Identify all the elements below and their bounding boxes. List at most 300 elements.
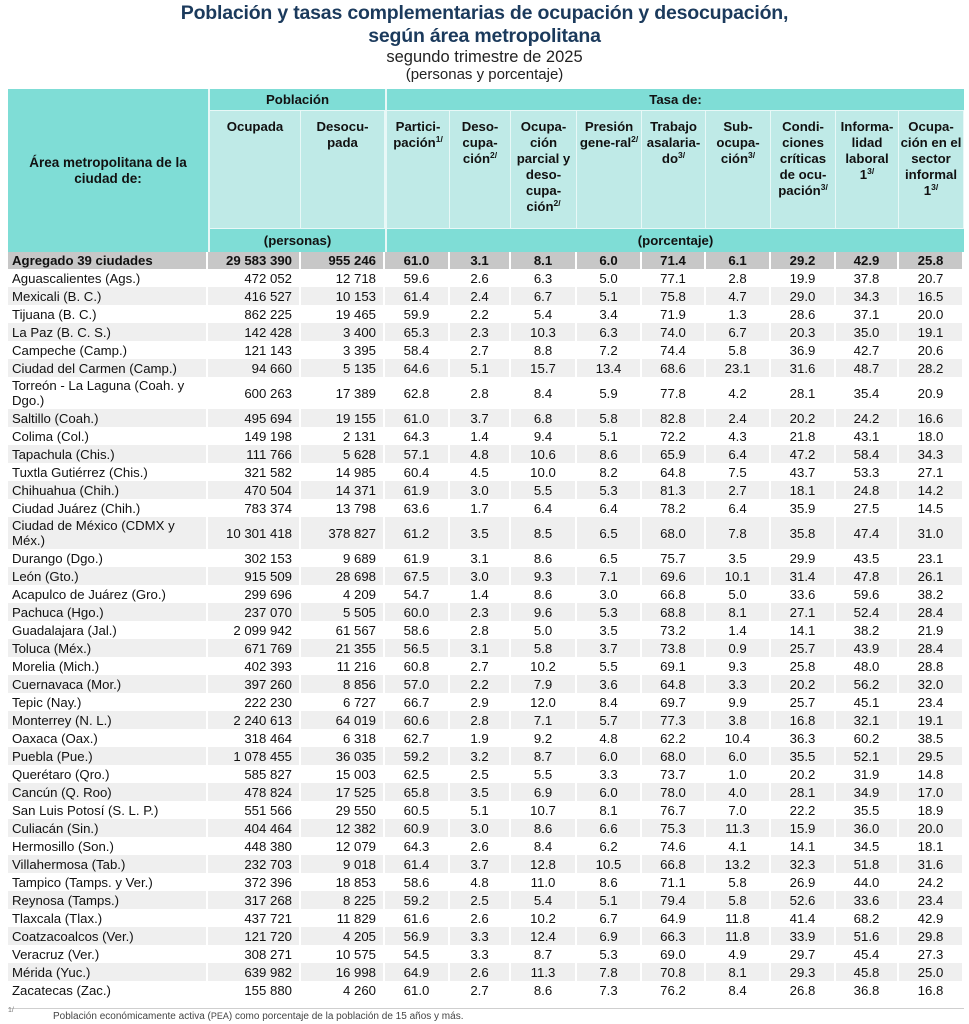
- footnote-ref: 2/: [490, 150, 498, 160]
- population-cell: 470 504: [208, 481, 301, 499]
- table-row: [8, 855, 964, 873]
- rate-cell: 3.3: [450, 927, 511, 945]
- area-name: Acapulco de Juárez (Gro.): [8, 585, 208, 603]
- rate-cell: 7.5: [706, 463, 771, 481]
- rate-cell: 18.9: [899, 801, 964, 819]
- rate-cell: 6.0: [577, 783, 642, 801]
- rate-cell: 3.1: [450, 549, 511, 567]
- table-row: [8, 765, 964, 783]
- rate-cell: 10.1: [706, 567, 771, 585]
- rate-cell: 3.7: [577, 639, 642, 657]
- rate-cell: 0.9: [706, 639, 771, 657]
- population-cell: 2 240 613: [208, 711, 301, 729]
- rate-cell: 14.2: [899, 481, 964, 499]
- rate-cell: 23.4: [899, 693, 964, 711]
- area-name: Ciudad del Carmen (Camp.): [8, 359, 208, 377]
- rate-cell: 8.4: [511, 377, 577, 409]
- rate-cell: 61.2: [385, 517, 450, 549]
- rate-cell: 43.7: [771, 463, 836, 481]
- population-cell: 308 271: [208, 945, 301, 963]
- rate-cell: 8.6: [511, 819, 577, 837]
- rate-cell: 42.9: [899, 909, 964, 927]
- area-name: Ciudad de México (CDMX y Méx.): [8, 517, 208, 549]
- rate-cell: 3.7: [450, 855, 511, 873]
- population-cell: 5 135: [301, 359, 385, 377]
- rate-cell: 2.7: [450, 341, 511, 359]
- rate-cell: 5.3: [577, 481, 642, 499]
- population-cell: 4 209: [301, 585, 385, 603]
- rate-cell: 14.5: [899, 499, 964, 517]
- rate-cell: 5.1: [577, 287, 642, 305]
- rate-cell: 6.2: [577, 837, 642, 855]
- rate-cell: 5.5: [577, 657, 642, 675]
- rate-cell: 20.2: [771, 765, 836, 783]
- rate-cell: 6.3: [511, 269, 577, 287]
- rate-cell: 36.0: [836, 819, 899, 837]
- rate-cell: 44.0: [836, 873, 899, 891]
- area-name: Coatzacoalcos (Ver.): [8, 927, 208, 945]
- rate-cell: 29.0: [771, 287, 836, 305]
- population-cell: 862 225: [208, 305, 301, 323]
- rate-cell: 3.0: [450, 481, 511, 499]
- rate-cell: 74.6: [642, 837, 706, 855]
- rate-cell: 8.1: [706, 603, 771, 621]
- population-cell: 12 382: [301, 819, 385, 837]
- population-cell: 551 566: [208, 801, 301, 819]
- rate-cell: 6.4: [706, 445, 771, 463]
- table-row: [8, 909, 964, 927]
- rate-cell: 6.5: [577, 549, 642, 567]
- rate-cell: 20.6: [899, 341, 964, 359]
- rate-cell: 8.2: [577, 463, 642, 481]
- rate-cell: 5.0: [706, 585, 771, 603]
- rate-cell: 4.8: [577, 729, 642, 747]
- rate-cell: 65.8: [385, 783, 450, 801]
- rate-cell: 28.1: [771, 377, 836, 409]
- population-cell: 448 380: [208, 837, 301, 855]
- rate-cell: 3.3: [706, 675, 771, 693]
- rate-cell: 2.2: [450, 675, 511, 693]
- rate-cell: 60.2: [836, 729, 899, 747]
- rate-cell: 18.1: [771, 481, 836, 499]
- rate-cell: 10.3: [511, 323, 577, 341]
- column-header: [450, 111, 511, 228]
- population-cell: 317 268: [208, 891, 301, 909]
- rate-cell: 3.8: [706, 711, 771, 729]
- area-name: Monterrey (N. L.): [8, 711, 208, 729]
- area-name: Aguascalientes (Ags.): [8, 269, 208, 287]
- rate-cell: 8.4: [577, 693, 642, 711]
- rate-cell: 2.7: [450, 657, 511, 675]
- population-cell: 18 853: [301, 873, 385, 891]
- rate-cell: 79.4: [642, 891, 706, 909]
- column-header: [899, 111, 964, 228]
- rate-cell: 16.5: [899, 287, 964, 305]
- population-cell: 416 527: [208, 287, 301, 305]
- rate-cell: 6.7: [511, 287, 577, 305]
- area-name: Zacatecas (Zac.): [8, 981, 208, 999]
- rate-cell: 23.1: [706, 359, 771, 377]
- rate-cell: 14.1: [771, 621, 836, 639]
- rate-cell: 5.8: [577, 409, 642, 427]
- rate-cell: 5.1: [450, 359, 511, 377]
- rate-cell: 2.4: [706, 409, 771, 427]
- rate-cell: 66.3: [642, 927, 706, 945]
- population-cell: 5 628: [301, 445, 385, 463]
- population-cell: 10 575: [301, 945, 385, 963]
- rate-cell: 8.6: [577, 445, 642, 463]
- rate-cell: 14.8: [899, 765, 964, 783]
- rate-cell: 25.7: [771, 639, 836, 657]
- footnote-ref: 3/: [678, 150, 686, 160]
- rate-cell: 57.0: [385, 675, 450, 693]
- table-row: [8, 445, 964, 463]
- rate-cell: 9.6: [511, 603, 577, 621]
- rate-cell: 27.1: [771, 603, 836, 621]
- rate-cell: 3.3: [450, 945, 511, 963]
- rate-cell: 23.1: [899, 549, 964, 567]
- rate-cell: 77.1: [642, 269, 706, 287]
- rate-cell: 60.9: [385, 819, 450, 837]
- rate-cell: 29.2: [771, 252, 836, 269]
- rate-cell: 3.5: [577, 621, 642, 639]
- rate-cell: 52.6: [771, 891, 836, 909]
- table-row: [8, 693, 964, 711]
- table-row: [8, 729, 964, 747]
- rate-cell: 69.1: [642, 657, 706, 675]
- rate-cell: 3.7: [450, 409, 511, 427]
- rate-cell: 35.8: [771, 517, 836, 549]
- rate-cell: 16.6: [899, 409, 964, 427]
- table-row: [8, 517, 964, 549]
- rate-cell: 2.6: [450, 837, 511, 855]
- rate-cell: 14.1: [771, 837, 836, 855]
- population-cell: 318 464: [208, 729, 301, 747]
- population-cell: 378 827: [301, 517, 385, 549]
- population-cell: 10 301 418: [208, 517, 301, 549]
- table-row: [8, 269, 964, 287]
- population-cell: 2 099 942: [208, 621, 301, 639]
- rate-cell: 32.1: [836, 711, 899, 729]
- rate-cell: 28.2: [899, 359, 964, 377]
- footnote: [8, 1007, 464, 1022]
- rate-cell: 4.2: [706, 377, 771, 409]
- rate-cell: 42.9: [836, 252, 899, 269]
- rate-cell: 9.4: [511, 427, 577, 445]
- rate-cell: 1.4: [706, 621, 771, 639]
- rate-cell: 5.8: [511, 639, 577, 657]
- rate-cell: 13.2: [706, 855, 771, 873]
- rate-cell: 19.1: [899, 323, 964, 341]
- rate-cell: 70.8: [642, 963, 706, 981]
- rate-cell: 20.0: [899, 305, 964, 323]
- population-cell: 121 720: [208, 927, 301, 945]
- rate-cell: 7.2: [577, 341, 642, 359]
- rate-cell: 26.8: [771, 981, 836, 999]
- rate-cell: 78.0: [642, 783, 706, 801]
- table-row: [8, 567, 964, 585]
- area-name: Mérida (Yuc.): [8, 963, 208, 981]
- column-header-label: Presión gene-ral: [579, 119, 634, 150]
- rate-cell: 4.8: [450, 445, 511, 463]
- rate-cell: 54.5: [385, 945, 450, 963]
- area-name: Agregado 39 ciudades: [8, 252, 208, 269]
- rate-cell: 54.7: [385, 585, 450, 603]
- area-name: Tlaxcala (Tlax.): [8, 909, 208, 927]
- rate-cell: 21.8: [771, 427, 836, 445]
- population-cell: 302 153: [208, 549, 301, 567]
- rate-cell: 64.9: [385, 963, 450, 981]
- rate-cell: 28.6: [771, 305, 836, 323]
- area-name: Culiacán (Sin.): [8, 819, 208, 837]
- area-name: Mexicali (B. C.): [8, 287, 208, 305]
- population-cell: 5 505: [301, 603, 385, 621]
- population-cell: 6 727: [301, 693, 385, 711]
- table-body: [8, 252, 964, 999]
- rate-cell: 3.4: [577, 305, 642, 323]
- rate-cell: 3.2: [450, 747, 511, 765]
- rate-cell: 2.3: [450, 323, 511, 341]
- rate-cell: 52.4: [836, 603, 899, 621]
- rate-cell: 3.1: [450, 639, 511, 657]
- rate-cell: 64.6: [385, 359, 450, 377]
- rate-cell: 77.3: [642, 711, 706, 729]
- population-cell: 472 052: [208, 269, 301, 287]
- rate-cell: 62.2: [642, 729, 706, 747]
- rate-cell: 5.5: [511, 765, 577, 783]
- population-cell: 142 428: [208, 323, 301, 341]
- population-cell: 915 509: [208, 567, 301, 585]
- rate-cell: 74.4: [642, 341, 706, 359]
- rate-cell: 5.9: [577, 377, 642, 409]
- rate-cell: 10.5: [577, 855, 642, 873]
- rate-cell: 43.9: [836, 639, 899, 657]
- rate-cell: 22.2: [771, 801, 836, 819]
- rate-cell: 8.7: [511, 747, 577, 765]
- rate-cell: 4.5: [450, 463, 511, 481]
- rate-cell: 6.4: [577, 499, 642, 517]
- population-cell: 121 143: [208, 341, 301, 359]
- rate-cell: 72.2: [642, 427, 706, 445]
- rate-cell: 59.9: [385, 305, 450, 323]
- population-cell: 3 400: [301, 323, 385, 341]
- aggregate-row: [8, 252, 964, 269]
- rate-cell: 6.0: [577, 747, 642, 765]
- population-cell: 111 766: [208, 445, 301, 463]
- rate-cell: 42.7: [836, 341, 899, 359]
- column-header-label: Sub-ocupa-ción: [716, 119, 760, 166]
- rate-cell: 43.1: [836, 427, 899, 445]
- rate-cell: 38.5: [899, 729, 964, 747]
- table-row: [8, 323, 964, 341]
- rate-cell: 5.5: [511, 481, 577, 499]
- rate-cell: 62.8: [385, 377, 450, 409]
- rate-cell: 27.5: [836, 499, 899, 517]
- rate-cell: 34.3: [836, 287, 899, 305]
- rate-cell: 11.8: [706, 909, 771, 927]
- column-header-label: Ocupa-ción parcial y deso-cupa-ción: [516, 119, 571, 214]
- rate-cell: 78.2: [642, 499, 706, 517]
- rate-cell: 66.8: [642, 585, 706, 603]
- rate-cell: 6.5: [577, 517, 642, 549]
- rate-cell: 36.9: [771, 341, 836, 359]
- rate-cell: 2.7: [450, 981, 511, 999]
- rate-cell: 62.7: [385, 729, 450, 747]
- rate-cell: 8.6: [511, 549, 577, 567]
- rate-cell: 7.0: [706, 801, 771, 819]
- rate-cell: 2.6: [450, 909, 511, 927]
- rate-cell: 4.7: [706, 287, 771, 305]
- table-row: [8, 409, 964, 427]
- column-header: [706, 111, 771, 228]
- rate-cell: 66.7: [385, 693, 450, 711]
- rate-cell: 64.8: [642, 675, 706, 693]
- rate-cell: 45.4: [836, 945, 899, 963]
- rate-cell: 56.5: [385, 639, 450, 657]
- area-name: Saltillo (Coah.): [8, 409, 208, 427]
- population-cell: 19 155: [301, 409, 385, 427]
- rate-cell: 6.4: [706, 499, 771, 517]
- rate-cell: 4.1: [706, 837, 771, 855]
- column-header: [577, 111, 642, 228]
- table-row: [8, 427, 964, 445]
- rate-cell: 5.3: [577, 603, 642, 621]
- population-cell: 11 829: [301, 909, 385, 927]
- population-cell: 29 550: [301, 801, 385, 819]
- column-header: [385, 111, 450, 228]
- table-row: [8, 621, 964, 639]
- rate-cell: 25.8: [899, 252, 964, 269]
- population-cell: 4 260: [301, 981, 385, 999]
- page-title-line2: según área metropolitana: [368, 25, 601, 47]
- area-name: Reynosa (Tamps.): [8, 891, 208, 909]
- footer-divider: [8, 1008, 964, 1009]
- unit-personas: (personas): [208, 228, 385, 252]
- rate-cell: 35.5: [771, 747, 836, 765]
- table-row: [8, 585, 964, 603]
- population-cell: 955 246: [301, 252, 385, 269]
- rate-cell: 66.8: [642, 855, 706, 873]
- rate-cell: 76.2: [642, 981, 706, 999]
- rate-cell: 68.2: [836, 909, 899, 927]
- rate-cell: 59.2: [385, 747, 450, 765]
- table-row: [8, 927, 964, 945]
- rate-cell: 12.4: [511, 927, 577, 945]
- area-name: Torreón - La Laguna (Coah. y Dgo.): [8, 377, 208, 409]
- rate-cell: 8.6: [577, 873, 642, 891]
- rate-cell: 11.8: [706, 927, 771, 945]
- population-cell: 94 660: [208, 359, 301, 377]
- rate-cell: 7.8: [706, 517, 771, 549]
- rate-cell: 20.3: [771, 323, 836, 341]
- column-header-label: Ocupa-ción en el sector informal 1: [900, 119, 962, 198]
- period-subtitle: segundo trimestre de 2025: [386, 48, 583, 66]
- rate-cell: 5.8: [706, 341, 771, 359]
- population-cell: 28 698: [301, 567, 385, 585]
- data-table: [8, 89, 964, 999]
- rate-cell: 37.8: [836, 269, 899, 287]
- rate-cell: 47.2: [771, 445, 836, 463]
- rate-cell: 60.4: [385, 463, 450, 481]
- table-row: [8, 481, 964, 499]
- rate-cell: 24.2: [899, 873, 964, 891]
- table-row: [8, 747, 964, 765]
- rate-cell: 5.8: [706, 891, 771, 909]
- population-cell: 639 982: [208, 963, 301, 981]
- population-cell: 232 703: [208, 855, 301, 873]
- column-header-label: Trabajo asalaria-do: [646, 119, 701, 166]
- rate-cell: 68.0: [642, 517, 706, 549]
- rate-cell: 20.0: [899, 819, 964, 837]
- rate-cell: 29.9: [771, 549, 836, 567]
- table-row: [8, 873, 964, 891]
- rate-cell: 36.3: [771, 729, 836, 747]
- rate-cell: 73.2: [642, 621, 706, 639]
- rate-cell: 6.9: [511, 783, 577, 801]
- rate-cell: 59.6: [385, 269, 450, 287]
- area-name: Colima (Col.): [8, 427, 208, 445]
- rate-cell: 10.7: [511, 801, 577, 819]
- rate-cell: 45.8: [836, 963, 899, 981]
- rate-cell: 2.8: [706, 269, 771, 287]
- area-name: Chihuahua (Chih.): [8, 481, 208, 499]
- rate-cell: 33.9: [771, 927, 836, 945]
- rate-cell: 20.7: [899, 269, 964, 287]
- rate-cell: 7.1: [511, 711, 577, 729]
- rate-cell: 59.6: [836, 585, 899, 603]
- rate-cell: 3.5: [450, 517, 511, 549]
- table-row: [8, 891, 964, 909]
- column-header: [642, 111, 706, 228]
- population-cell: 404 464: [208, 819, 301, 837]
- area-name: Tampico (Tamps. y Ver.): [8, 873, 208, 891]
- rate-cell: 25.8: [771, 657, 836, 675]
- rate-cell: 26.1: [899, 567, 964, 585]
- rate-cell: 1.3: [706, 305, 771, 323]
- table-row: [8, 657, 964, 675]
- rate-cell: 3.1: [450, 252, 511, 269]
- rate-cell: 45.1: [836, 693, 899, 711]
- column-header: [301, 111, 385, 228]
- rate-cell: 2.8: [450, 377, 511, 409]
- table-row: [8, 981, 964, 999]
- population-cell: 12 718: [301, 269, 385, 287]
- area-name: Tepic (Nay.): [8, 693, 208, 711]
- rate-cell: 29.8: [899, 927, 964, 945]
- footnote-ref: 1/: [435, 134, 443, 144]
- area-name: Veracruz (Ver.): [8, 945, 208, 963]
- rate-cell: 3.0: [450, 567, 511, 585]
- rate-cell: 75.8: [642, 287, 706, 305]
- rate-cell: 64.8: [642, 463, 706, 481]
- population-cell: 9 018: [301, 855, 385, 873]
- rate-cell: 1.4: [450, 427, 511, 445]
- rate-cell: 56.9: [385, 927, 450, 945]
- population-cell: 478 824: [208, 783, 301, 801]
- rate-cell: 6.4: [511, 499, 577, 517]
- rate-cell: 3.0: [577, 585, 642, 603]
- rate-cell: 81.3: [642, 481, 706, 499]
- table-row: [8, 603, 964, 621]
- area-name: Cuernavaca (Mor.): [8, 675, 208, 693]
- rate-cell: 28.4: [899, 639, 964, 657]
- column-header-label: Ocupada: [226, 119, 284, 134]
- rate-cell: 25.7: [771, 693, 836, 711]
- rate-cell: 31.0: [899, 517, 964, 549]
- group-header-tasa: Tasa de:: [385, 89, 964, 111]
- rate-cell: 58.4: [385, 341, 450, 359]
- table-header: [8, 89, 964, 252]
